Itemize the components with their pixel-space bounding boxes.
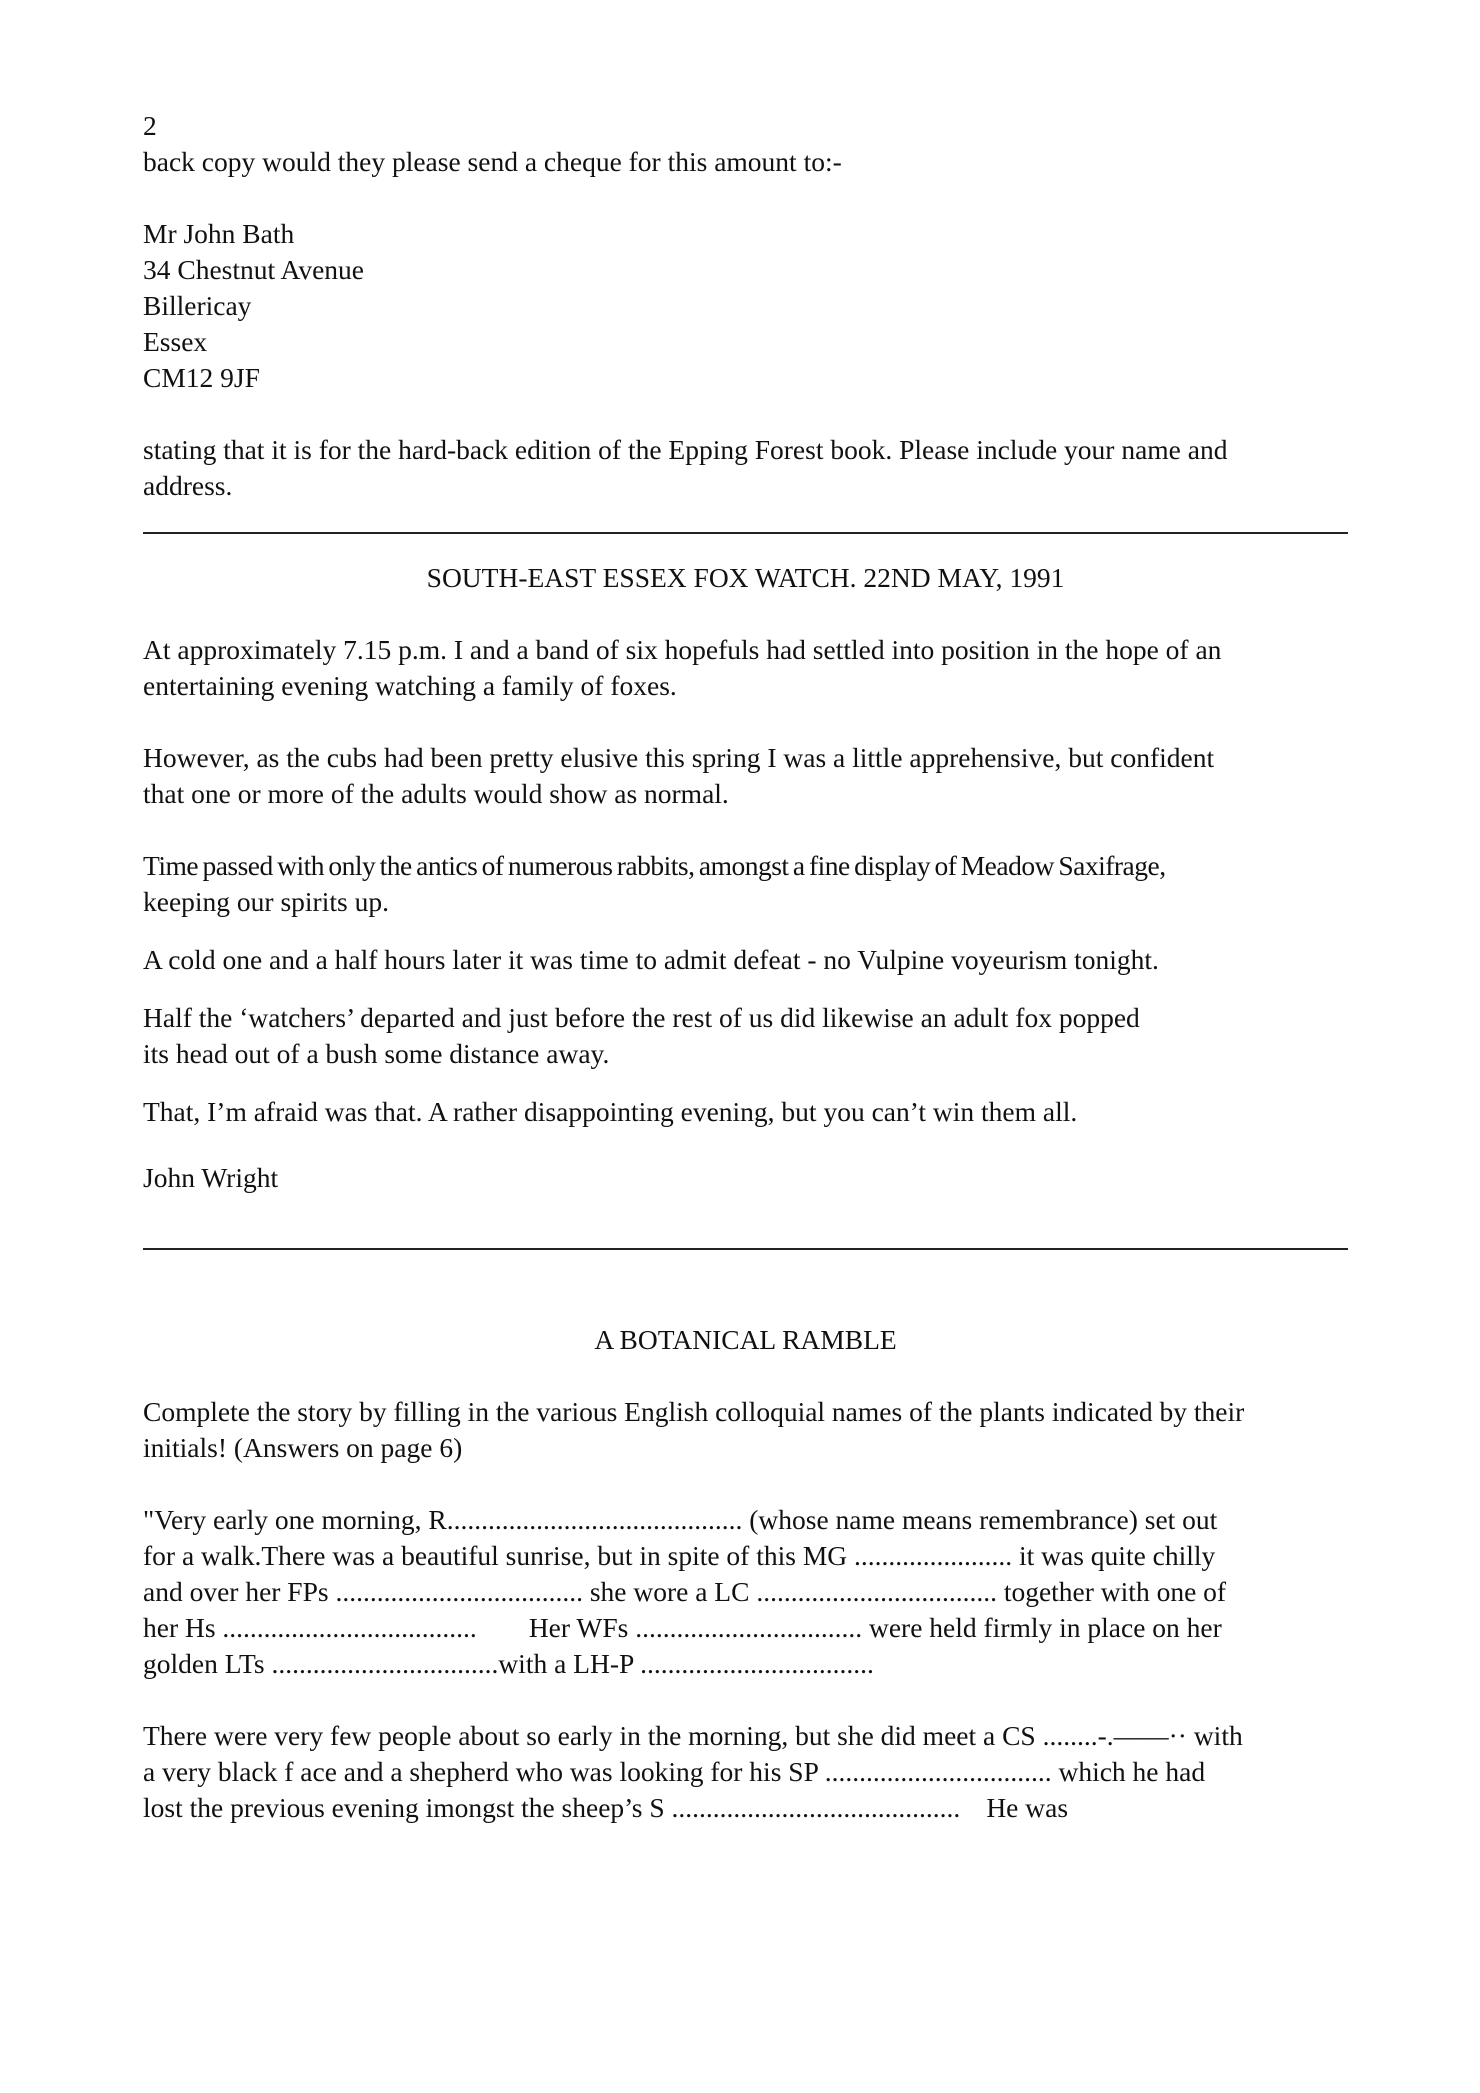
paragraph-line: and over her FPs .................................... she wore a LC ................................... together with one of	[143, 1576, 1227, 1607]
paragraph-line: golden LTs .................................with a LH-P ..................................	[143, 1648, 874, 1679]
line-fragment: He was	[986, 1792, 1069, 1823]
paragraph-line: Half the ‘watchers’ departed and just before the rest of us did likewise an adult fox popped	[143, 1002, 1140, 1033]
botanical-story-paragraph	[143, 1718, 1348, 1826]
botanical-story-paragraph	[143, 1502, 1348, 1682]
line-fragment: lost the previous evening imongst the sheep’s S ..........................................	[143, 1792, 961, 1823]
fox-watch-paragraph	[143, 1094, 1348, 1130]
address-line: Essex	[143, 326, 208, 357]
paragraph-line: its head out of a bush some distance away.	[143, 1038, 610, 1069]
postal-address	[143, 216, 1348, 396]
paragraph-line: There were very few people about so early in the morning, but she did meet a CS ........-.——·· with	[143, 1720, 1243, 1751]
paragraph-line: for a walk.There was a beautiful sunrise, but in spite of this MG ....................... it was quite chilly	[143, 1540, 1216, 1571]
paragraph-line: a very black f ace and a shepherd who was looking for his SP ................................. which he had	[143, 1756, 1206, 1787]
paragraph-line: At approximately 7.15 p.m. I and a band of six hopefuls had settled into position in the hope of an	[143, 634, 1222, 665]
paragraph-line: Time passed with only the antics of numerous rabbits, amongst a fine display of Meadow Saxifrage,	[143, 850, 1166, 881]
address-line: Mr John Bath	[143, 218, 295, 249]
section-divider	[143, 532, 1348, 534]
line-fragment: Her WFs ................................. were held firmly in place on her	[528, 1612, 1222, 1643]
address-line: CM12 9JF	[143, 362, 260, 393]
intro-closing-line: address.	[143, 470, 233, 501]
fox-watch-paragraph	[143, 848, 1348, 920]
paragraph-line: "Very early one morning, R........................................... (whose name means remembrance) set out	[143, 1504, 1218, 1535]
botanical-instructions	[143, 1394, 1348, 1466]
paragraph-line	[143, 1610, 1348, 1646]
address-line: Billericay	[143, 290, 252, 321]
paragraph-line: entertaining evening watching a family of foxes.	[143, 670, 677, 701]
paragraph-line: Complete the story by filling in the various English colloquial names of the plants indicated by their	[143, 1396, 1245, 1427]
paragraph-line: initials! (Answers on page 6)	[143, 1432, 463, 1463]
section-divider	[143, 1248, 1348, 1250]
intro-closing-line: stating that it is for the hard-back edition of the Epping Forest book. Please include your name and	[143, 434, 1228, 465]
paragraph-line: that one or more of the adults would show as normal.	[143, 778, 729, 809]
fox-watch-heading: SOUTH-EAST ESSEX FOX WATCH. 22ND MAY, 1991	[426, 562, 1065, 593]
line-fragment: her Hs .....................................	[143, 1612, 477, 1643]
paragraph-line: However, as the cubs had been pretty elusive this spring I was a little apprehensive, but confident	[143, 742, 1215, 773]
paragraph-line	[143, 1790, 1348, 1826]
document-page	[143, 108, 1348, 1826]
fox-watch-paragraph	[143, 942, 1348, 978]
fox-watch-author: John Wright	[143, 1162, 279, 1193]
fox-watch-paragraph	[143, 632, 1348, 704]
fox-watch-paragraph	[143, 740, 1348, 812]
paragraph-line: A cold one and a half hours later it was time to admit defeat - no Vulpine voyeurism tonight.	[143, 944, 1159, 975]
fox-watch-paragraph	[143, 1000, 1348, 1072]
botanical-heading: A BOTANICAL RAMBLE	[594, 1324, 897, 1355]
intro-continuation: back copy would they please send a cheque for this amount to:-	[143, 146, 842, 177]
page-number: 2	[143, 110, 157, 141]
paragraph-line: keeping our spirits up.	[143, 886, 389, 917]
paragraph-line: That, I’m afraid was that. A rather disappointing evening, but you can’t win them all.	[143, 1096, 1078, 1127]
intro-closing	[143, 432, 1348, 504]
address-line: 34 Chestnut Avenue	[143, 254, 364, 285]
